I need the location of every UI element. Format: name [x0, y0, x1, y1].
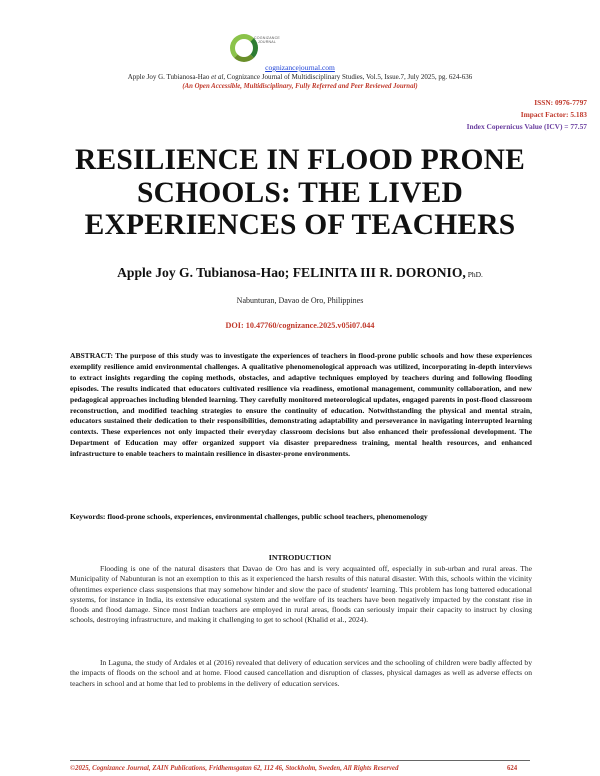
page-number: 624: [507, 765, 518, 772]
citation-authors: Apple Joy G. Tubianosa-Hao: [127, 73, 210, 81]
doi-link[interactable]: DOI: 10.47760/cognizance.2025.v05i07.044: [225, 321, 375, 330]
author-line: [0, 265, 600, 281]
issn-label: ISSN: 0976-7797: [534, 98, 587, 107]
open-access-tagline: (An Open Accessible, Multidisciplinary, Fully Referred and Peer Reviewed Journal): [182, 83, 418, 90]
citation-etal: et al: [211, 73, 224, 81]
paper-title: RESILIENCE IN FLOOD PRONE SCHOOLS: THE LIVED EXPERIENCES OF TEACHERS: [74, 144, 526, 241]
keywords-paragraph: Keywords: flood-prone schools, experiences, environmental challenges, public school teachers, phenomenology: [70, 512, 428, 521]
abstract-paragraph: ABSTRACT: The purpose of this study was to investigate the experiences of teachers in flood-prone public schools and how these experiences exemplify resilience amid environmental challenges. A qualitative phenomenological approach was utilized, incorporating in-depth interviews to extract insights regarding the coping methods, obstacles, and adaptive techniques employed by teachers during and following flooding episodes. The results indicated that educators cultivated resilience via readiness, emotional management, community collaboration, and new pedagogical approaches including blended learning. They carefully monitored meteorological updates, engaged parents in post-flood classroom reconstruction, and modified teaching strategies to ensure the continuity of education. Notwithstanding the physical and mental strain, educators sustained their dedication to their responsibilities, demonstrating adaptability and perseverance in navigating interrupted learning contexts. These experiences not only impacted their everyday classroom decisions but also enhanced their professional development. The Department of Education may offer organized support via disaster preparedness training, mental health resources, and enhanced infrastructure to enable teachers to maintain resilience in disaster-prone environments.: [70, 351, 532, 459]
citation-details: , Cognizance Journal of Multidisciplinary Studies, Vol.5, Issue.7, July 2025, pg. 624-636: [223, 73, 473, 81]
journal-site-link[interactable]: cognizancejournal.com: [265, 63, 335, 72]
logo-text: COGNIZANCE JOURNAL: [254, 36, 280, 44]
intro-paragraph-2: In Laguna, the study of Ardales et al (2016) revealed that delivery of education services and the schooling of children were badly affected by the impacts of floods on the school and at home. Flood caused cancellation and disruption of classes, physical damages as well as adverse effects on teachers in school and at home that led to problems in the delivery of education services.: [70, 658, 532, 688]
journal-logo: [230, 34, 280, 64]
section-heading-introduction: INTRODUCTION: [268, 553, 332, 562]
footer-copyright: ©2025, Cognizance Journal, ZAIN Publications, Fridhemsgatan 62, 112 46, Stockholm, Sweden, All Rights Reserved: [70, 765, 399, 772]
intro-paragraph-1: Flooding is one of the natural disasters that Davao de Oro has and is very acquainted off, especially in sub-urban and rural areas. The Municipality of Nabunturan is not an exemption to this as it experienced the harsh results of this natural disaster. With this, schools within the vicinity oftentimes experience class suspensions that may somehow hinder and slow the pace of students' learning. This problem has long battered educational systems, for instance in India, its extensive educational system and the welfare of its teachers have been negatively impacted by the constant rise in floods and flood damage. Since most Indian teachers are employed in rural areas, floods can seriously impair their capacity to instruct by closing schools, destroying infrastructure, and making it challenging to get to school (Khalid et al., 2024).: [70, 564, 532, 625]
authors-names: Apple Joy G. Tubianosa-Hao; FELINITA III R. DORONIO,: [117, 265, 466, 280]
affiliation: Nabunturan, Davao de Oro, Philippines: [236, 296, 364, 305]
footer-divider: [70, 760, 530, 761]
citation-line: [0, 73, 600, 81]
icv-label: Index Copernicus Value (ICV) = 77.57: [466, 122, 587, 131]
author-suffix: PhD.: [465, 270, 483, 279]
impact-factor-label: Impact Factor: 5.183: [520, 110, 587, 119]
